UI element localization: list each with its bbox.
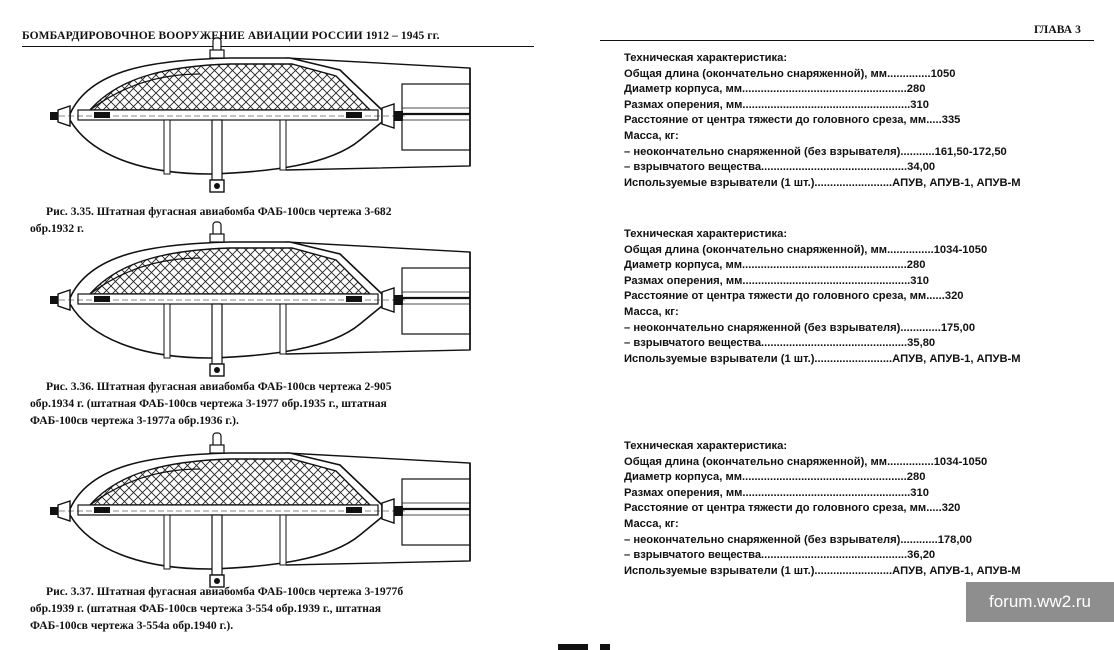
- figure-3-36-bomb-drawing: [30, 214, 500, 386]
- caption-line: обр.1932 г.: [30, 222, 84, 235]
- spec-line: Расстояние от центра тяжести до головного среза, мм.....320: [624, 502, 961, 515]
- page-bottom-edge-mark: [556, 643, 626, 650]
- caption-fig-3-37: [30, 583, 508, 634]
- spec-line: Размах оперения, мм......................................................310: [624, 274, 929, 287]
- spec-block-2: [624, 227, 1104, 367]
- spec-line: – взрывчатого вещества...............................................34,00: [624, 161, 936, 174]
- spec-line: Диаметр корпуса, мм.....................................................280: [624, 83, 926, 96]
- spec-block-3: [624, 439, 1104, 579]
- spec-line: Используемые взрыватели (1 шт.).........................АПУВ, АПУВ-1, АПУВ-М: [624, 176, 1021, 189]
- spec-line: Диаметр корпуса, мм.....................................................280: [624, 259, 926, 272]
- running-head-right: ГЛАВА 3: [1034, 24, 1082, 36]
- caption-line: Рис. 3.37. Штатная фугасная авиабомба ФАБ-100св чертежа 3-1977б: [46, 585, 404, 598]
- spec-line: Общая длина (окончательно снаряженной), мм..............1050: [624, 67, 956, 80]
- spec-heading: Техническая характеристика:: [624, 228, 788, 240]
- spec-line: Расстояние от центра тяжести до головного среза, мм.....335: [624, 114, 961, 127]
- watermark-badge: forum.ww2.ru: [966, 582, 1114, 622]
- running-head-left: БОМБАРДИРОВОЧНОЕ ВООРУЖЕНИЕ АВИАЦИИ РОССИИ 1912 – 1945 гг.: [22, 30, 440, 42]
- figure-3-35-bomb-drawing: [30, 30, 500, 202]
- caption-line: обр.1939 г. (штатная ФАБ-100св чертежа 3-554 обр.1939 г., штатная: [30, 602, 382, 615]
- spec-heading: Техническая характеристика:: [624, 52, 788, 64]
- spec-line: Общая длина (окончательно снаряженной), мм...............1034-1050: [624, 243, 988, 256]
- spec-line: Масса, кг:: [624, 129, 679, 142]
- spec-line: – взрывчатого вещества...............................................36,20: [624, 549, 936, 562]
- caption-line: Рис. 3.36. Штатная фугасная авиабомба ФАБ-100св чертежа 2-905: [46, 380, 392, 393]
- caption-line: ФАБ-100св чертежа 3-1977а обр.1936 г.).: [30, 414, 239, 427]
- spec-line: Используемые взрыватели (1 шт.).........................АПУВ, АПУВ-1, АПУВ-М: [624, 564, 1021, 577]
- spec-line: Расстояние от центра тяжести до головного среза, мм......320: [624, 290, 964, 303]
- spec-line: Размах оперения, мм......................................................310: [624, 98, 929, 111]
- spec-line: Используемые взрыватели (1 шт.).........................АПУВ, АПУВ-1, АПУВ-М: [624, 352, 1021, 365]
- figure-3-37-bomb-drawing: [30, 425, 500, 597]
- header-rule-right: [600, 40, 1094, 41]
- spec-line: Диаметр корпуса, мм.....................................................280: [624, 471, 926, 484]
- spec-heading: Техническая характеристика:: [624, 440, 788, 452]
- spec-line: Размах оперения, мм......................................................310: [624, 486, 929, 499]
- spec-line: – неокончательно снаряженной (без взрывателя)............178,00: [624, 533, 972, 546]
- spec-line: – неокончательно снаряженной (без взрывателя).............175,00: [624, 321, 976, 334]
- caption-line: Рис. 3.35. Штатная фугасная авиабомба ФАБ-100св чертежа 3-682: [46, 205, 392, 218]
- caption-line: обр.1934 г. (штатная ФАБ-100св чертежа 3-1977 обр.1935 г., штатная: [30, 397, 387, 410]
- spec-line: Масса, кг:: [624, 305, 679, 318]
- spec-line: – взрывчатого вещества...............................................35,80: [624, 337, 936, 350]
- caption-line: ФАБ-100св чертежа 3-554а обр.1940 г.).: [30, 619, 234, 632]
- spec-block-1: [624, 51, 1104, 191]
- spec-line: Масса, кг:: [624, 517, 679, 530]
- caption-fig-3-36: [30, 378, 508, 429]
- spec-line: Общая длина (окончательно снаряженной), мм...............1034-1050: [624, 455, 988, 468]
- spec-line: – неокончательно снаряженной (без взрывателя)...........161,50-172,50: [624, 145, 1007, 158]
